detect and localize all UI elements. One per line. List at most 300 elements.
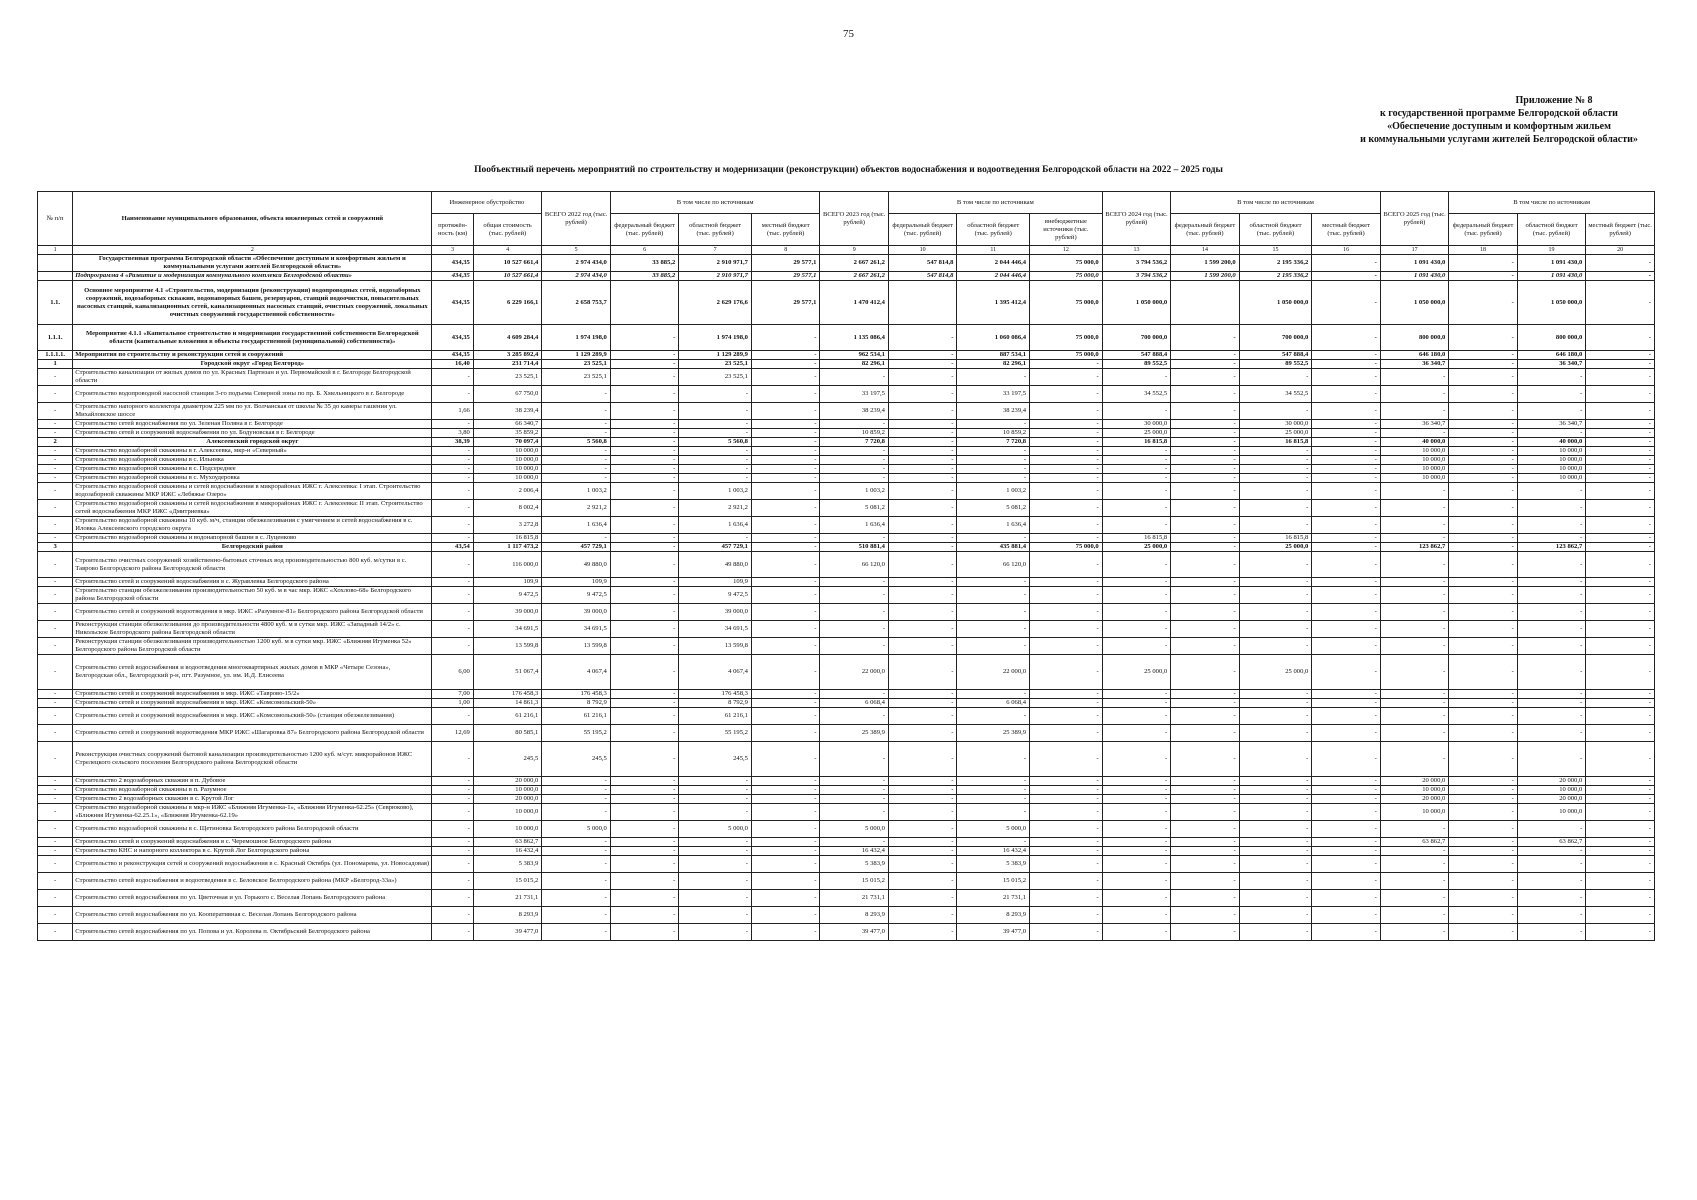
table-cell: -	[1517, 742, 1585, 777]
table-row	[38, 847, 1655, 856]
table-row	[38, 465, 1655, 474]
table-body	[38, 255, 1655, 941]
table-cell: -	[1380, 500, 1448, 517]
table-cell: -	[1239, 587, 1312, 604]
table-cell: -	[1449, 873, 1517, 890]
table-cell: -	[610, 587, 678, 604]
table-cell: -	[751, 742, 820, 777]
table-cell: -	[1030, 708, 1103, 725]
table-cell: 29 577,1	[751, 281, 820, 325]
table-cell: -	[432, 604, 474, 621]
table-cell: -	[1171, 907, 1239, 924]
table-cell: -	[888, 742, 956, 777]
object-name: Строительство водозаборной скважины в мкр-н ИЖС «Ближняя Игуменка-1», «Ближняя Игуменка-62.25» (Севрюково), «Ближняя Игуменка-62.25.1», «Ближняя Игуменка-62.19»	[73, 804, 432, 821]
table-cell: 1 636,4	[679, 517, 752, 534]
header-regional-2024: областной бюджет (тыс. рублей)	[1239, 214, 1312, 246]
table-cell: -	[888, 890, 956, 907]
table-cell: -	[542, 429, 610, 438]
object-name: Строительство водозаборной скважины и сетей водоснабжения в микрорайонах ИЖС г. Алексеевка: II этап. Строительство сетей водоснабжения МКР ИЖС «Дмитриевка»	[73, 500, 432, 517]
table-row	[38, 708, 1655, 725]
table-cell: -	[1312, 438, 1381, 447]
table-cell: 82 296,1	[820, 360, 888, 369]
table-cell: 10 859,2	[957, 429, 1030, 438]
table-cell: 10 000,0	[1380, 456, 1448, 465]
table-cell: -	[1030, 742, 1103, 777]
object-name: Реконструкция станции обезжелезивания до производительности 4800 куб. м в сутки мкр. ИЖС «Западный 14/2» с. Никольское Белгородского района Белгородской области	[73, 621, 432, 638]
table-cell: 2 629 176,6	[679, 281, 752, 325]
table-cell: -	[888, 543, 956, 552]
object-name: Алексеевский городской округ	[73, 438, 432, 447]
table-cell: 34 552,5	[1102, 386, 1170, 403]
table-cell: -	[1030, 438, 1103, 447]
table-cell: -	[1586, 655, 1655, 690]
table-cell: -	[1586, 369, 1655, 386]
table-cell: -	[1517, 708, 1585, 725]
table-cell: 25 000,0	[1239, 655, 1312, 690]
table-row	[38, 456, 1655, 465]
table-cell: -	[1449, 742, 1517, 777]
row-number	[38, 272, 73, 281]
table-cell: -	[542, 838, 610, 847]
table-cell: -	[679, 847, 752, 856]
table-cell: -	[751, 621, 820, 638]
table-cell: -	[432, 517, 474, 534]
table-cell: -	[1171, 429, 1239, 438]
table-cell: -	[432, 838, 474, 847]
table-cell: -	[610, 742, 678, 777]
table-cell: -	[1030, 386, 1103, 403]
table-cell: -	[1030, 838, 1103, 847]
table-cell: -	[888, 873, 956, 890]
table-cell: -	[1102, 474, 1170, 483]
table-cell: -	[1586, 255, 1655, 272]
table-cell: -	[1312, 742, 1381, 777]
table-cell: 245,5	[542, 742, 610, 777]
row-number: -	[38, 804, 73, 821]
table-cell: 20 000,0	[1517, 777, 1585, 786]
object-name: Мероприятие 4.1.1 «Капитальное строительство и модернизация государственной собственности Белгородской области (капитальные вложения в объекты государственной (муниципальной) собственности)»	[73, 325, 432, 351]
table-cell: -	[888, 420, 956, 429]
table-cell: 7 720,8	[957, 438, 1030, 447]
table-cell: 109,9	[679, 578, 752, 587]
table-row	[38, 821, 1655, 838]
table-cell: -	[1030, 465, 1103, 474]
table-cell: 8 002,4	[473, 500, 541, 517]
table-cell: -	[888, 500, 956, 517]
table-cell: -	[820, 838, 888, 847]
table-cell: -	[432, 474, 474, 483]
header-federal-2023: федеральный бюджет (тыс. рублей)	[888, 214, 956, 246]
table-cell: 25 000,0	[1239, 429, 1312, 438]
row-number: -	[38, 534, 73, 543]
table-cell: -	[542, 447, 610, 456]
row-number: -	[38, 699, 73, 708]
table-cell: -	[610, 655, 678, 690]
row-number: -	[38, 500, 73, 517]
table-cell: -	[1312, 604, 1381, 621]
table-cell: -	[1102, 447, 1170, 456]
table-cell: -	[1380, 369, 1448, 386]
row-number: -	[38, 777, 73, 786]
table-cell: 2 910 971,7	[679, 272, 752, 281]
table-cell: 5 081,2	[820, 500, 888, 517]
object-name: Строительство водозаборной скважины в с. Мухоудеровка	[73, 474, 432, 483]
table-cell: -	[957, 690, 1030, 699]
document-title: Пообъектный перечень мероприятий по строительству и модернизации (реконструкции) объектов водоснабжения и водоотведения Белгородской области на 2022 – 2025 годы	[474, 165, 1223, 175]
table-cell: -	[1312, 281, 1381, 325]
table-cell: -	[1449, 483, 1517, 500]
table-cell: 1 599 200,0	[1171, 272, 1239, 281]
table-cell: -	[751, 907, 820, 924]
object-name: Строительство сетей водоснабжения и водоотведения многоквартирных жилых домов в МКР «Четыре Сезона», Белгородская обл., Белгородский р-н, пгт. Разумное, ул. им. И.Д. Елисеева	[73, 655, 432, 690]
table-cell: -	[957, 786, 1030, 795]
table-row	[38, 638, 1655, 655]
table-cell: -	[957, 838, 1030, 847]
table-cell: -	[1030, 474, 1103, 483]
table-row	[38, 856, 1655, 873]
table-cell: 38 239,4	[957, 403, 1030, 420]
table-cell: -	[1171, 795, 1239, 804]
table-cell: 29 577,1	[751, 255, 820, 272]
row-number: -	[38, 924, 73, 941]
table-cell: -	[1102, 821, 1170, 838]
table-cell: -	[1380, 621, 1448, 638]
table-cell: 3 794 536,2	[1102, 272, 1170, 281]
table-cell: 2 667 261,2	[820, 255, 888, 272]
table-cell: -	[1586, 587, 1655, 604]
table-cell: -	[432, 483, 474, 500]
table-cell: -	[1312, 725, 1381, 742]
table-cell: -	[1517, 500, 1585, 517]
table-cell: -	[1380, 534, 1448, 543]
table-row	[38, 907, 1655, 924]
table-cell: -	[751, 699, 820, 708]
table-cell: 245,5	[679, 742, 752, 777]
table-cell: 35 859,2	[473, 429, 541, 438]
table-cell: -	[751, 655, 820, 690]
table-cell: -	[1312, 543, 1381, 552]
header-regional-2025: областной бюджет (тыс. рублей)	[1517, 214, 1585, 246]
table-cell: 5 000,0	[820, 821, 888, 838]
table-cell: 1 129 289,9	[679, 351, 752, 360]
column-number: 5	[542, 246, 610, 255]
table-cell: -	[820, 804, 888, 821]
table-cell: -	[1030, 777, 1103, 786]
header-regional-2023: областной бюджет (тыс. рублей)	[957, 214, 1030, 246]
table-cell: 10 000,0	[473, 804, 541, 821]
table-cell: -	[1171, 456, 1239, 465]
table-cell: -	[1380, 483, 1448, 500]
table-cell: 1,66	[432, 403, 474, 420]
table-cell: -	[432, 907, 474, 924]
table-cell: 82 296,1	[957, 360, 1030, 369]
table-cell: -	[1171, 725, 1239, 742]
table-cell: -	[1239, 786, 1312, 795]
table-cell: -	[610, 403, 678, 420]
table-cell: -	[1239, 578, 1312, 587]
table-cell: -	[432, 924, 474, 941]
table-cell: 23 525,1	[679, 369, 752, 386]
table-cell: -	[1586, 447, 1655, 456]
table-cell: 49 880,0	[542, 552, 610, 578]
table-row	[38, 742, 1655, 777]
table-cell: 3 794 536,2	[1102, 255, 1170, 272]
table-cell: -	[610, 847, 678, 856]
table-cell: -	[751, 517, 820, 534]
table-cell: 10 000,0	[1380, 786, 1448, 795]
table-cell: 16 432,4	[473, 847, 541, 856]
table-cell: 10 000,0	[473, 474, 541, 483]
table-cell: -	[1030, 786, 1103, 795]
table-cell: -	[888, 690, 956, 699]
table-cell: 63 862,7	[1517, 838, 1585, 847]
column-number: 1	[38, 246, 73, 255]
table-cell: -	[1449, 369, 1517, 386]
appendix-line: и коммунальными услугами жителей Белгородской области»	[1360, 134, 1638, 145]
table-cell: -	[1517, 604, 1585, 621]
table-cell: -	[751, 534, 820, 543]
header-engineering: Инженерное обустройство	[432, 192, 542, 214]
table-cell: -	[1380, 821, 1448, 838]
table-cell: 36 340,7	[1517, 360, 1585, 369]
table-cell: -	[1239, 517, 1312, 534]
table-cell: 2 921,2	[679, 500, 752, 517]
row-number: -	[38, 847, 73, 856]
table-cell: 10 000,0	[1380, 804, 1448, 821]
table-cell: -	[1586, 420, 1655, 429]
table-cell: -	[679, 795, 752, 804]
table-cell: -	[542, 907, 610, 924]
table-cell: -	[542, 420, 610, 429]
table-cell: -	[820, 420, 888, 429]
table-cell: 1 117 473,2	[473, 543, 541, 552]
table-cell: -	[1449, 255, 1517, 272]
table-cell: -	[1171, 351, 1239, 360]
table-cell: -	[1517, 725, 1585, 742]
table-cell: -	[1380, 873, 1448, 890]
table-cell: -	[888, 604, 956, 621]
table-cell: -	[1380, 690, 1448, 699]
table-cell: 2 006,4	[473, 483, 541, 500]
table-row	[38, 483, 1655, 500]
table-cell: 23 525,1	[679, 360, 752, 369]
table-cell: -	[610, 690, 678, 699]
table-cell: 3 272,8	[473, 517, 541, 534]
table-cell: 67 750,0	[473, 386, 541, 403]
table-cell: -	[679, 924, 752, 941]
table-cell: -	[1312, 786, 1381, 795]
table-cell: -	[888, 847, 956, 856]
table-cell: 1 050 000,0	[1517, 281, 1585, 325]
header-regional-2022: областной бюджет (тыс. рублей)	[679, 214, 752, 246]
table-cell: 1 599 200,0	[1171, 255, 1239, 272]
table-cell: -	[1449, 578, 1517, 587]
table-cell: 43,54	[432, 543, 474, 552]
table-row	[38, 255, 1655, 272]
table-cell: 5 560,8	[542, 438, 610, 447]
table-cell: -	[1517, 587, 1585, 604]
table-cell: 25 000,0	[1102, 429, 1170, 438]
table-cell: 10 000,0	[473, 786, 541, 795]
table-cell: 4 067,4	[542, 655, 610, 690]
table-cell: 2 658 753,7	[542, 281, 610, 325]
table-cell: 434,35	[432, 281, 474, 325]
table-cell: -	[1586, 517, 1655, 534]
table-cell: -	[888, 838, 956, 847]
object-name: Строительство водозаборной скважины и водонапорной башни в с. Луценково	[73, 534, 432, 543]
table-cell: 6,00	[432, 655, 474, 690]
table-cell: -	[1586, 690, 1655, 699]
table-cell: -	[888, 725, 956, 742]
table-cell: -	[1171, 838, 1239, 847]
table-cell: -	[1030, 655, 1103, 690]
table-cell: -	[1380, 552, 1448, 578]
header-local-2025: местный бюджет (тыс. рублей)	[1586, 214, 1655, 246]
table-cell: -	[432, 465, 474, 474]
table-cell: -	[1449, 474, 1517, 483]
object-name: Строительство сетей водоснабжения по ул. Кооперативная с. Веселая Лопань Белгородского района	[73, 907, 432, 924]
table-cell: -	[1171, 552, 1239, 578]
table-cell: -	[751, 403, 820, 420]
table-cell: -	[1517, 907, 1585, 924]
table-cell: 61 216,1	[473, 708, 541, 725]
table-cell: -	[610, 873, 678, 890]
table-cell: -	[1517, 552, 1585, 578]
table-cell: 15 015,2	[820, 873, 888, 890]
table-cell: 10 527 661,4	[473, 272, 541, 281]
column-number: 10	[888, 246, 956, 255]
table-cell: -	[1030, 725, 1103, 742]
table-cell: -	[888, 517, 956, 534]
table-cell: -	[888, 578, 956, 587]
table-cell: -	[1239, 725, 1312, 742]
table-cell: -	[1030, 420, 1103, 429]
table-cell: -	[957, 456, 1030, 465]
table-cell: -	[1449, 708, 1517, 725]
table-row	[38, 543, 1655, 552]
table-cell: 176 458,3	[473, 690, 541, 699]
table-cell: -	[1517, 655, 1585, 690]
table-cell: -	[1239, 483, 1312, 500]
table-cell: -	[751, 604, 820, 621]
table-cell: 16 815,8	[473, 534, 541, 543]
table-cell: 1 050 000,0	[1380, 281, 1448, 325]
table-cell: -	[957, 534, 1030, 543]
table-row	[38, 429, 1655, 438]
column-number: 19	[1517, 246, 1585, 255]
table-cell: 20 000,0	[473, 777, 541, 786]
table-cell: -	[751, 447, 820, 456]
object-name: Строительство водозаборной скважины в п. Разумное	[73, 786, 432, 795]
row-number: -	[38, 447, 73, 456]
row-number: -	[38, 907, 73, 924]
table-cell: -	[751, 465, 820, 474]
table-cell: -	[1312, 534, 1381, 543]
table-cell: -	[1171, 578, 1239, 587]
table-cell: 75 000,0	[1030, 255, 1103, 272]
table-cell: -	[679, 474, 752, 483]
table-cell: -	[542, 465, 610, 474]
table-cell: 457 729,1	[679, 543, 752, 552]
table-cell: -	[1102, 621, 1170, 638]
table-cell: -	[1239, 838, 1312, 847]
table-cell: 887 534,1	[957, 351, 1030, 360]
table-cell: -	[610, 534, 678, 543]
object-name: Строительство сетей и сооружений водоснабжения в мкр. ИЖС «Комсомольский-50» (станция обезжелезивания)	[73, 708, 432, 725]
table-cell: 66 120,0	[820, 552, 888, 578]
table-cell: -	[1517, 621, 1585, 638]
table-cell: -	[888, 351, 956, 360]
table-cell: -	[679, 429, 752, 438]
table-cell: -	[1171, 699, 1239, 708]
table-row	[38, 534, 1655, 543]
table-cell: 10 000,0	[1517, 474, 1585, 483]
table-cell: -	[1102, 604, 1170, 621]
table-cell: -	[1449, 725, 1517, 742]
table-cell: 2 974 434,0	[542, 255, 610, 272]
table-cell: 10 000,0	[1380, 474, 1448, 483]
table-cell: -	[1449, 534, 1517, 543]
table-cell: -	[751, 804, 820, 821]
table-cell: -	[1586, 924, 1655, 941]
column-number: 9	[820, 246, 888, 255]
table-cell: 34 552,5	[1239, 386, 1312, 403]
table-cell: 962 534,1	[820, 351, 888, 360]
table-cell: 6 068,4	[957, 699, 1030, 708]
table-cell: 2 195 336,2	[1239, 272, 1312, 281]
table-cell: 75 000,0	[1030, 281, 1103, 325]
table-cell: -	[1312, 483, 1381, 500]
table-cell: -	[1030, 690, 1103, 699]
table-cell: 457 729,1	[542, 543, 610, 552]
table-cell: 2 974 434,0	[542, 272, 610, 281]
table-cell: -	[1586, 552, 1655, 578]
table-cell: -	[1239, 621, 1312, 638]
table-cell: -	[679, 534, 752, 543]
table-cell: -	[1102, 890, 1170, 907]
table-cell: -	[1586, 578, 1655, 587]
table-cell: 547 814,8	[888, 272, 956, 281]
table-cell: -	[957, 621, 1030, 638]
table-cell: -	[1586, 856, 1655, 873]
table-cell: -	[1586, 699, 1655, 708]
table-cell: -	[1586, 795, 1655, 804]
table-cell: -	[1312, 369, 1381, 386]
table-cell: -	[888, 534, 956, 543]
table-cell: -	[542, 795, 610, 804]
table-cell: -	[751, 474, 820, 483]
table-cell: -	[888, 369, 956, 386]
table-cell: -	[751, 786, 820, 795]
table-cell: -	[1030, 369, 1103, 386]
table-cell: -	[957, 795, 1030, 804]
table-cell: -	[432, 386, 474, 403]
column-number: 7	[679, 246, 752, 255]
table-cell: -	[610, 621, 678, 638]
table-cell: -	[1239, 795, 1312, 804]
table-cell: 33 197,5	[957, 386, 1030, 403]
table-cell: -	[888, 587, 956, 604]
column-number: 2	[73, 246, 432, 255]
table-cell: -	[1239, 856, 1312, 873]
table-cell: -	[1312, 708, 1381, 725]
row-number: 3	[38, 543, 73, 552]
table-cell: 646 180,0	[1380, 351, 1448, 360]
table-cell: 2 044 446,4	[957, 272, 1030, 281]
table-cell: -	[1312, 621, 1381, 638]
header-federal-2022: федеральный бюджет (тыс. рублей)	[610, 214, 678, 246]
table-cell: -	[1312, 821, 1381, 838]
